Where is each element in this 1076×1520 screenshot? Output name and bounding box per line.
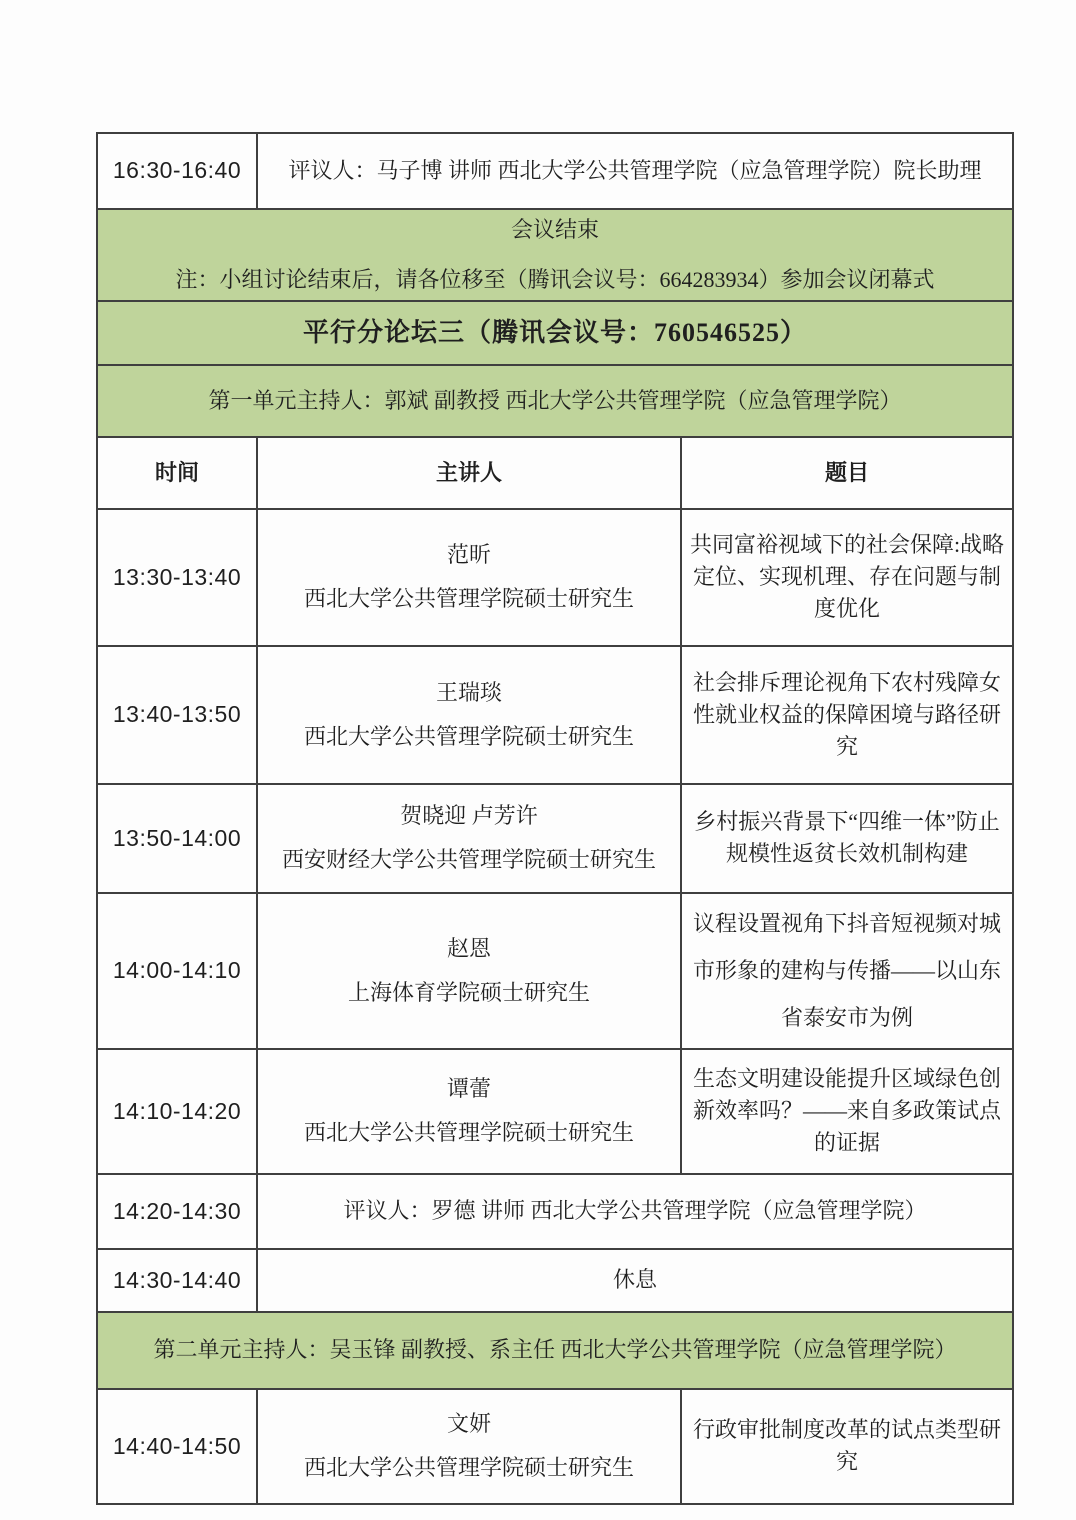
topic-cell: 社会排斥理论视角下农村残障女性就业权益的保障困境与路径研究: [681, 646, 1013, 784]
speaker-affiliation: 西北大学公共管理学院硕士研究生: [303, 1120, 634, 1146]
speaker-name: 贺晓迎 卢芳许: [400, 803, 538, 829]
row-meeting-end: [97, 209, 1013, 301]
session-row: [97, 1389, 1013, 1504]
speaker-cell: [257, 784, 681, 893]
speaker-affiliation: 上海体育学院硕士研究生: [347, 979, 590, 1005]
schedule-table: [96, 132, 1014, 1505]
time-cell: 14:00-14:10: [97, 893, 257, 1049]
time-cell: 13:50-14:00: [97, 784, 257, 893]
row-table-header: [97, 437, 1013, 509]
speaker-name: 赵恩: [446, 935, 491, 961]
row-unit1-host: [97, 365, 1013, 437]
topic-cell: 生态文明建设能提升区域绿色创新效率吗？——来自多政策试点的证据: [681, 1049, 1013, 1174]
speaker-cell: [257, 893, 681, 1049]
topic-cell: 行政审批制度改革的试点类型研究: [681, 1389, 1013, 1504]
speaker-cell: [257, 646, 681, 784]
speaker-cell: [257, 1049, 681, 1174]
session-row: [97, 784, 1013, 893]
topic-cell: 共同富裕视域下的社会保障:战略定位、实现机理、存在问题与制度优化: [681, 509, 1013, 646]
speaker-name: 王瑞琰: [435, 679, 502, 705]
speaker-name: 谭蕾: [446, 1076, 491, 1102]
break-text: 休息: [257, 1249, 1013, 1312]
time-cell: 14:30-14:40: [97, 1249, 257, 1312]
session-row: [97, 1049, 1013, 1174]
session-row: [97, 509, 1013, 646]
meeting-end-note: 注：小组讨论结束后，请各位移至（腾讯会议号：664283934）参加会议闭幕式: [175, 266, 935, 292]
session-row: [97, 646, 1013, 784]
time-cell: 13:40-13:50: [97, 646, 257, 784]
topic-cell: 乡村振兴背景下“四维一体”防止规模性返贫长效机制构建: [681, 784, 1013, 893]
row-forum-title: [97, 301, 1013, 365]
meeting-end-title: 会议结束: [511, 217, 600, 242]
header-speaker: 主讲人: [257, 437, 681, 509]
row-unit2-host: [97, 1312, 1013, 1389]
time-cell: 14:40-14:50: [97, 1389, 257, 1504]
topic-cell: 议程设置视角下抖音短视频对城市形象的建构与传播——以山东省泰安市为例: [681, 893, 1013, 1049]
header-time: 时间: [97, 437, 257, 509]
evaluator-text: 评议人：罗德 讲师 西北大学公共管理学院（应急管理学院）: [257, 1174, 1013, 1249]
speaker-name: 范昕: [446, 542, 491, 568]
speaker-affiliation: 西安财经大学公共管理学院硕士研究生: [281, 847, 656, 873]
time-cell: 13:30-13:40: [97, 509, 257, 646]
header-topic: 题目: [681, 437, 1013, 509]
row-evaluator-1420: [97, 1174, 1013, 1249]
speaker-cell: [257, 1389, 681, 1504]
time-cell: 14:20-14:30: [97, 1174, 257, 1249]
session-row: [97, 893, 1013, 1049]
row-evaluator-1630: [97, 133, 1013, 209]
evaluator-text: 评议人：马子博 讲师 西北大学公共管理学院（应急管理学院）院长助理: [257, 133, 1013, 209]
unit2-host: 第二单元主持人：吴玉锋 副教授、系主任 西北大学公共管理学院（应急管理学院）: [97, 1312, 1013, 1389]
speaker-affiliation: 西北大学公共管理学院硕士研究生: [303, 1455, 634, 1481]
forum-title: 平行分论坛三（腾讯会议号：760546525）: [97, 301, 1013, 365]
time-cell: 16:30-16:40: [97, 133, 257, 209]
speaker-cell: [257, 509, 681, 646]
speaker-name: 文妍: [446, 1411, 491, 1437]
unit1-host: 第一单元主持人：郭斌 副教授 西北大学公共管理学院（应急管理学院）: [97, 365, 1013, 437]
time-cell: 14:10-14:20: [97, 1049, 257, 1174]
speaker-affiliation: 西北大学公共管理学院硕士研究生: [303, 723, 634, 749]
speaker-affiliation: 西北大学公共管理学院硕士研究生: [303, 586, 634, 612]
row-break: [97, 1249, 1013, 1312]
meeting-end-cell: [97, 209, 1013, 301]
